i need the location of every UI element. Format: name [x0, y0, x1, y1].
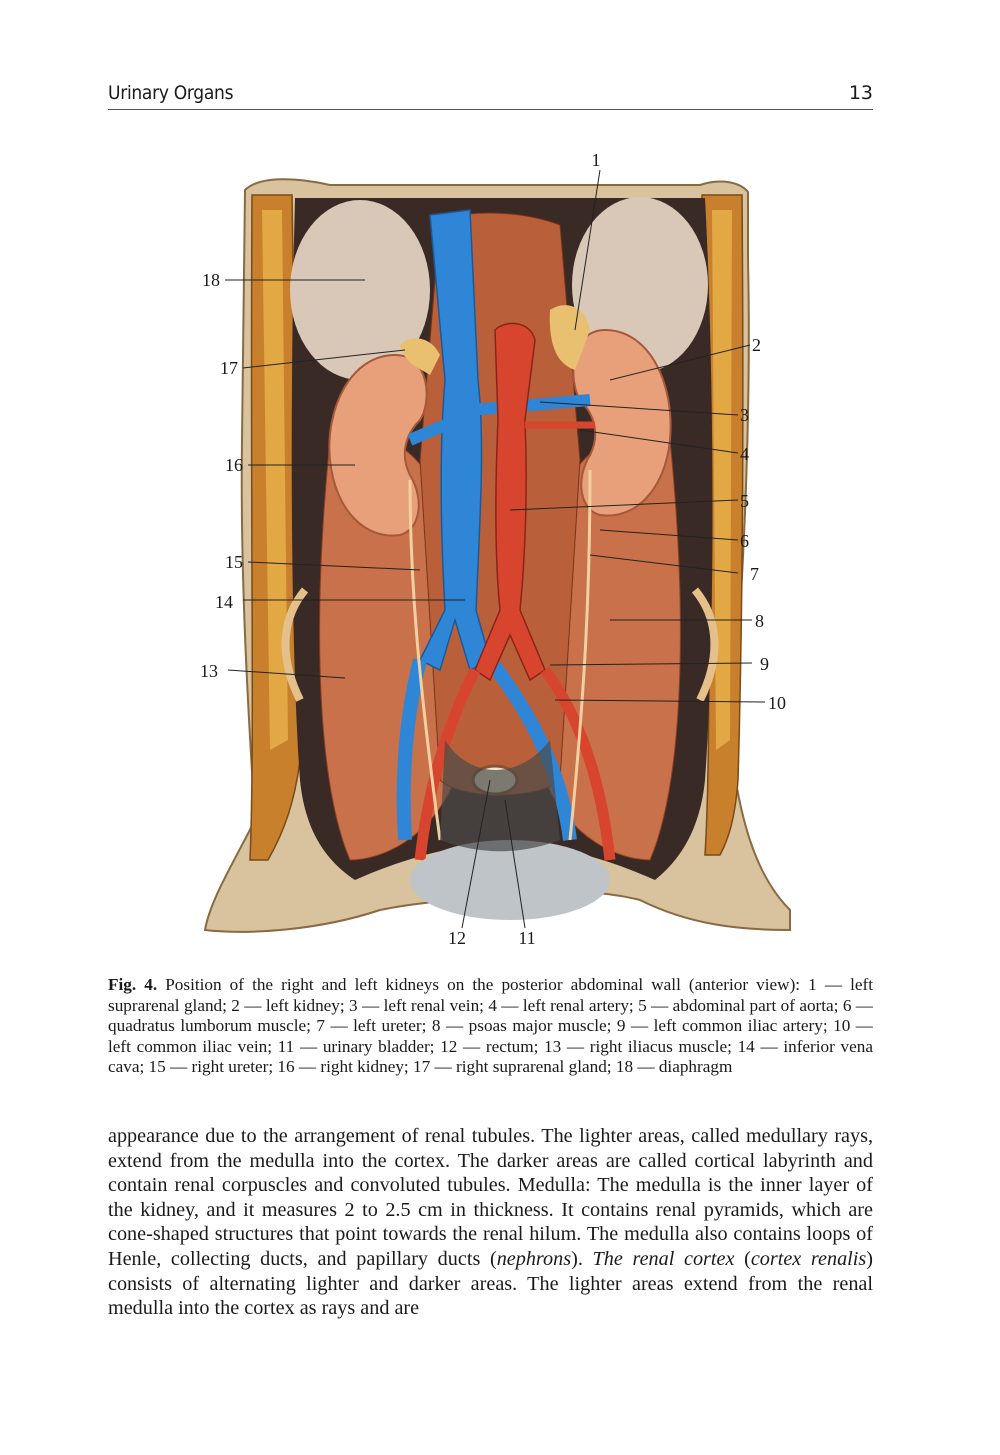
- urinary-bladder: [410, 840, 610, 920]
- callout-1: 1: [591, 150, 601, 170]
- callout-2: 2: [752, 335, 761, 355]
- page-number: 13: [848, 82, 873, 104]
- callout-3: 3: [740, 405, 749, 425]
- body-italic-cortex-renalis: cortex renalis: [750, 1247, 867, 1270]
- callout-16: 16: [225, 455, 243, 475]
- callout-18: 18: [202, 270, 220, 290]
- callout-5: 5: [740, 491, 749, 511]
- callout-15: 15: [225, 552, 243, 572]
- caption-text: Position of the right and left kidneys on the posterior abdominal wall (anterior view): 1 — left suprarenal gland; 2 — left kidney; 3 — left renal vein; 4 — left renal artery; 5 — abdominal part of aorta; 6 — quadratus lumborum muscle; 7 — left ureter; 8 — psoas major muscle; 9 — left common iliac artery; 10 — left common iliac vein; 11 — urinary bladder; 12 — rectum; 13 — right iliacus muscle; 14 — inferior vena cava; 15 — right ureter; 16 — right kidney; 17 — right suprarenal gland; 18 — diaphragm: [108, 975, 873, 1076]
- callout-7: 7: [750, 564, 759, 584]
- callout-17: 17: [220, 358, 238, 378]
- body-italic-renal-cortex: The renal cortex: [592, 1247, 735, 1270]
- header-title: Urinary Organs: [108, 82, 234, 104]
- running-header: [108, 82, 873, 110]
- body-paragraph: [108, 1124, 873, 1321]
- callout-4: 4: [740, 444, 749, 464]
- figure-caption: [108, 975, 873, 1078]
- kidney-illustration: [0, 140, 1000, 960]
- callout-13: 13: [200, 661, 218, 681]
- body-text-3: (: [734, 1247, 751, 1270]
- figure-label: Fig. 4.: [108, 975, 158, 994]
- body-text-2: ).: [571, 1247, 593, 1270]
- body-italic-nephrons: nephrons: [496, 1247, 572, 1270]
- body-text-4: ) consists of alternating lighter and darker areas. The lighter areas extend from the renal medulla into the cortex as rays and are: [108, 1247, 873, 1320]
- anatomical-figure: [0, 140, 1000, 960]
- callout-10: 10: [768, 693, 786, 713]
- callout-8: 8: [755, 611, 764, 631]
- callout-6: 6: [740, 531, 749, 551]
- callout-12: 12: [448, 928, 466, 948]
- body-text-1: appearance due to the arrangement of renal tubules. The lighter areas, called medullary rays, extend from the medulla into the cortex. The darker areas are called cortical labyrinth and contain renal corpuscles and convoluted tubules. Medulla: The medulla is the inner layer of the kidney, and it measures 2 to 2.5 cm in thickness. It contains renal pyramids, which are cone-shaped structures that point towards the renal hilum. The medulla also contains loops of Henle, collecting ducts, and papillary ducts (: [108, 1125, 873, 1270]
- callout-14: 14: [215, 592, 233, 612]
- callout-9: 9: [760, 654, 769, 674]
- callout-11: 11: [518, 928, 536, 948]
